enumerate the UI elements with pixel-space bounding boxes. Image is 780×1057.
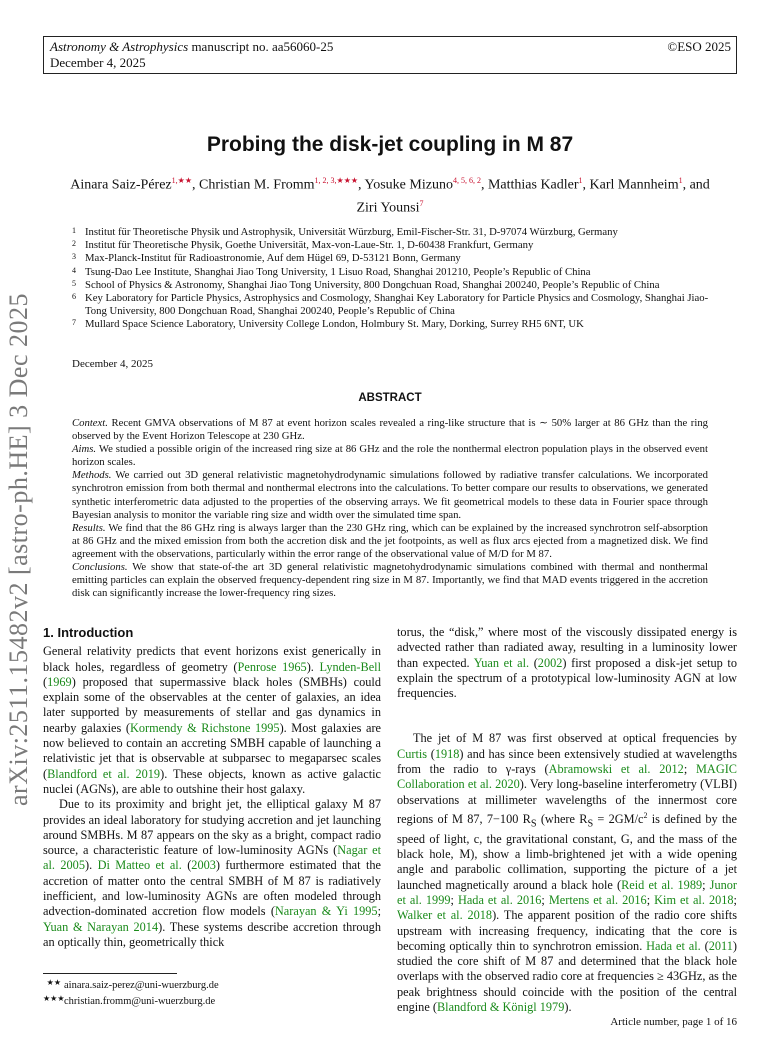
text-run: (where R xyxy=(536,812,588,827)
citation-link[interactable]: Reid et al. 1989 xyxy=(621,877,703,892)
abstract-results xyxy=(72,522,708,561)
affiliation-item xyxy=(72,279,722,292)
text-run: ). Very long-baseline interferometry (VLBI) observations at millimeter wavelengths of the innermost core regions of M 87, 7−100 R xyxy=(397,777,737,827)
author-name: Ziri Younsi xyxy=(356,200,420,216)
text-run: ). These systems describe accretion through an optically thin, geometrically thick xyxy=(43,919,381,949)
text-run: ). These objects, known as active galactic nuclei (AGNs), are able to outshine their host galaxy. xyxy=(43,766,382,796)
text-run: ) xyxy=(215,858,220,873)
intro-paragraph-2 xyxy=(43,797,381,950)
text-run: General relativity predicts that event horizons exist generically in black holes, regardless of geometry ( xyxy=(43,644,381,674)
author-affil-sup[interactable]: 1 xyxy=(578,176,583,185)
body-column-right xyxy=(397,625,737,1015)
text-run: studied the core shift of M 87 and determined that the black hole overlaps with the observed radio core at frequencies ≥ 43GHz, as the peak brightness should coincide with the position of the central engine ( xyxy=(397,954,737,1015)
abstract-text: Recent GMVA observations of M 87 at event horizon scales revealed a ring-like structure that is ∼ 50% larger at 86 GHz than the ring observed by the Event Horizon Telescope at 230 GHz. xyxy=(72,417,709,443)
author-name: Ainara Saiz-Pérez xyxy=(70,177,172,193)
author-affil-sup[interactable]: 1 xyxy=(678,176,683,185)
citation-link[interactable]: Di Matteo et al. xyxy=(97,858,182,873)
citation-link[interactable]: Hada et al. 2016 xyxy=(457,893,542,907)
affiliation-text: Institut für Theoretische Physik und Astrophysik, Universität Würzburg, Emil-Fischer-Str. 31, D-97074 Würzburg, Germany xyxy=(85,226,618,238)
affiliation-list xyxy=(72,226,722,332)
affiliation-item xyxy=(72,292,722,318)
superscript: 2 xyxy=(643,810,648,820)
text-run: ) xyxy=(71,674,76,689)
text-run: ) xyxy=(562,655,567,670)
footnote-email[interactable]: christian.fromm@uni-wuerzburg.de xyxy=(64,996,216,1007)
text-run: ). The apparent position of the radio core shifts upstream with increasing frequency, indicating that the core is becoming optically thin to synchrotron emission. xyxy=(397,908,737,953)
abstract-label: Aims. xyxy=(72,443,97,456)
citation-link[interactable]: Blandford et al. 2019 xyxy=(47,766,161,781)
abstract-label: Conclusions. xyxy=(72,561,128,574)
author-list: Ainara Saiz-Pérez$^{1,★★}$, Christian M. Fromm$^{1, 2, 3,★★★}$, Yosuke Mizuno$^{4, 5, 6, 2}$, Matthias Kadler$^1$, Karl Mannheim$^1$, and Ziri Younsi$^7$ xyxy=(70,176,710,216)
text-run: is defined by the speed of light, c, the gravitational constant, G, and the mass of the black hole, M), show a limb-brightened jet with a wide opening angle and parabolic collimation, supporting the picture of a jet launched magnetically around a black hole ( xyxy=(397,812,737,892)
text-run: ( xyxy=(529,655,538,670)
text-run: ) xyxy=(732,938,737,953)
author-affil-sup[interactable]: 1, 2, 3,★★★ xyxy=(314,176,359,185)
abstract-label: Context. xyxy=(72,417,108,429)
text-run: ( xyxy=(700,938,709,953)
text-run: furthermore estimated that the accretion of matter onto the central SMBH of M 87 is radiatively inefficient, and low-luminosity AGNs are often modeled through advection-dominated accretion flow models ( xyxy=(43,858,381,919)
text-run: ) xyxy=(459,746,464,761)
footnote-item xyxy=(43,976,219,992)
affiliation-text: Tsung-Dao Lee Institute, Shanghai Jiao Tong University, 1 Lisuo Road, Shanghai 201210, People’s Republic of China xyxy=(85,265,591,278)
text-run: proposed that supermassive black holes (SMBHs) could explain some of the observables at the center of galaxies, an idea later supported by measurements of stellar and gas dynamics in nearby galaxies ( xyxy=(43,674,381,735)
citation-link[interactable]: Blandford & Königl 1979 xyxy=(436,1000,565,1015)
citation-link[interactable]: MAGIC Collaboration et al. 2020 xyxy=(397,762,737,792)
citation-link[interactable]: Abramowski et al. 2012 xyxy=(548,762,684,777)
footnote-mark: ★★★ xyxy=(43,994,65,1003)
citation-link[interactable]: Curtis xyxy=(397,746,428,761)
affiliation-number: 4 xyxy=(72,265,76,275)
abstract-conclusions xyxy=(72,561,708,600)
text-run: first proposed a disk-jet setup to explain the spectrum of a prototypical low-luminosity AGN at low frequencies. xyxy=(397,655,737,701)
text-run: ; xyxy=(450,893,458,907)
affiliation-item xyxy=(72,226,722,239)
text-run: ( xyxy=(43,674,48,689)
abstract-context xyxy=(72,417,708,443)
author-affil-sup[interactable]: 7 xyxy=(419,198,424,208)
body-column-left xyxy=(43,625,381,950)
affiliation-number: 5 xyxy=(72,278,76,288)
text-run: torus, the “disk,” where most of the viscously dissipated energy is advected rather than radiated away, resulting in a luminosity lower than expected. xyxy=(397,625,737,670)
affiliation-text: School of Physics & Astronomy, Shanghai Jiao Tong University, 800 Dongchuan Road, Shanghai 200240, People’s Republic of China xyxy=(85,278,660,291)
footnote-email[interactable]: ainara.saiz-perez@uni-wuerzburg.de xyxy=(64,980,219,991)
affiliation-text: Mullard Space Science Laboratory, University College London, Holmbury St. Mary, Dorking, Surrey RH5 6NT, UK xyxy=(85,318,584,331)
author-name: Christian M. Fromm xyxy=(199,177,315,193)
author-affil-sup[interactable]: 1,★★ xyxy=(171,176,192,185)
affiliation-number: 3 xyxy=(72,252,76,262)
header-copyright: ©ESO 2025 xyxy=(667,39,731,54)
text-run: Due to its proximity and bright jet, the elliptical galaxy M 87 provides an ideal laboratory for studying accretion and jet launching around SMBHs. M 87 appears on the sky as a bright, compact radio source, a characteristic feature of low-luminosity AGNs ( xyxy=(43,797,381,858)
intro-paragraph-1 xyxy=(43,644,381,797)
citation-link[interactable]: Mertens et al. 2016 xyxy=(548,893,647,907)
text-run: The jet of M 87 was first observed at optical frequencies by xyxy=(413,731,737,746)
affiliation-number: 1 xyxy=(72,226,76,235)
subscript: S xyxy=(587,818,594,830)
citation-link[interactable]: 1918 xyxy=(434,746,460,761)
author-name: Matthias Kadler xyxy=(487,177,579,193)
footnote-rule xyxy=(43,973,177,974)
affiliation-text: Institut für Theoretische Physik, Goethe Universität, Max-von-Laue-Str. 1, D-60438 Frankfurt, Germany xyxy=(85,239,534,252)
citation-link[interactable]: Kim et al. 2018 xyxy=(654,893,734,907)
citation-link[interactable]: 2003 xyxy=(191,858,216,873)
affiliation-text: Key Laboratory for Particle Physics, Astrophysics and Cosmology, Shanghai Key Laboratory for Particle Physics and Cosmology, Shanghai Jiao-Tong University, 800 Dongchuan Road, Shanghai 200240, People’s Republic of China xyxy=(85,292,709,318)
header-date: December 4, 2025 xyxy=(50,55,146,70)
arxiv-stamp: arXiv:2511.15482v2 [astro-ph.HE] 3 Dec 2025 xyxy=(4,293,33,806)
citation-link[interactable]: Walker et al. 2018 xyxy=(397,908,493,923)
intro-paragraph-4 xyxy=(397,731,737,1015)
citation-link[interactable]: Nagar et al. 2005 xyxy=(43,843,381,873)
citation-link[interactable]: Hada et al. xyxy=(646,938,701,953)
citation-link[interactable]: 1969 xyxy=(47,674,72,689)
abstract-text: We show that state-of-the art 3D general relativistic magnetohydrodynamic simulations combined with thermal and nonthermal emitting particles can explain the observed frequency-dependent ring size in M 87. Importantly, we find that MAD events triggered in the accretion disk can significantly increase the lower-frequency ring sizes. xyxy=(72,561,709,600)
abstract-text: We find that the 86 GHz ring is always larger than the 230 GHz ring, which can be explained by the increased synchrotron self-absorption at 86 GHz and the mixed emission from both the accretion disk and the jet footpoints, as well as flux arcs ejected from a magnetized disk. We find agreement with the observations, particularly within the error range of the observational value of M/D for M 87. xyxy=(72,521,709,560)
text-run: ; xyxy=(646,893,655,907)
intro-paragraph-3 xyxy=(397,625,737,701)
abstract-methods xyxy=(72,469,708,521)
subscript: S xyxy=(530,818,537,830)
journal-name: Astronomy & Astrophysics xyxy=(50,39,189,54)
paper-title: Probing the disk-jet coupling in M 87 xyxy=(206,133,574,156)
footnote-item xyxy=(43,992,219,1008)
abstract-body xyxy=(72,417,708,600)
affiliation-number: 2 xyxy=(72,239,76,249)
citation-link[interactable]: Junor et al. 1999 xyxy=(397,877,737,907)
text-run: ; xyxy=(733,893,737,907)
abstract-aims xyxy=(72,443,708,469)
text-run: = 2GM/c xyxy=(593,812,644,827)
abstract-text: We studied a possible origin of the increased ring size at 86 GHz and the role the nonthermal electron population plays in the observed event horizon scales. xyxy=(72,443,708,469)
citation-link[interactable]: 2011 xyxy=(708,938,733,953)
citation-link[interactable]: 2002 xyxy=(537,655,563,670)
citation-link[interactable]: Yuan et al. xyxy=(473,655,530,670)
affiliation-item xyxy=(72,252,722,265)
text-run: ). Most galaxies are now believed to contain an accreting SMBH capable of launching a relativistic jet that is observable at subparsec to megaparsec scales ( xyxy=(43,720,382,781)
text-run: ( xyxy=(427,746,435,761)
text-run: ; xyxy=(683,762,696,777)
header-journal-line xyxy=(50,39,333,55)
text-run: ( xyxy=(181,858,192,873)
text-run: ; xyxy=(541,893,549,907)
abstract-label: Results. xyxy=(72,521,106,534)
received-date: December 4, 2025 xyxy=(72,358,153,370)
section-heading: 1. Introduction xyxy=(43,625,134,640)
abstract-text: We carried out 3D general relativistic magnetohydrodynamic simulations followed by radiative transfer calculations. We incorporated synchrotron emission from both thermal and nonthermal electrons into the calculations. To better compare our results to observations, we generated synthetic interferometric data adjusted to the properties of the observing arrays. We fit geometrical models to these data in Fourier space through Bayesian analysis to monitor the variable ring size and width over the simulated time span. xyxy=(72,469,709,521)
citation-link[interactable]: Yuan & Narayan 2014 xyxy=(43,919,159,934)
text-run: ; xyxy=(377,904,381,919)
abstract-heading: ABSTRACT xyxy=(358,392,422,404)
page-footer: Article number, page 1 of 16 xyxy=(610,1016,737,1028)
citation-link[interactable]: Lynden-Bell xyxy=(319,659,381,674)
citation-link[interactable]: Kormendy & Richstone 1995 xyxy=(129,720,280,735)
affiliation-number: 7 xyxy=(72,318,76,328)
footnote-mark: ★★ xyxy=(46,978,61,987)
text-run: ; xyxy=(702,877,710,892)
citation-link[interactable]: Narayan & Yi 1995 xyxy=(274,904,378,919)
author-conjunction: and xyxy=(689,177,710,193)
manuscript-number: manuscript no. aa56060-25 xyxy=(191,39,334,54)
paragraph-gap xyxy=(397,701,737,731)
footnotes xyxy=(43,976,219,1008)
affiliation-item xyxy=(72,239,722,252)
abstract-label: Methods. xyxy=(72,469,112,482)
text-run: and has since been extensively studied at wavelengths from the radio to γ-rays ( xyxy=(397,746,738,777)
author-affil-sup[interactable]: 4, 5, 6, 2 xyxy=(452,176,481,185)
affiliation-number: 6 xyxy=(72,292,76,302)
affiliation-item xyxy=(72,318,722,331)
affiliation-item xyxy=(72,266,722,279)
author-name: Karl Mannheim xyxy=(589,177,679,193)
citation-link[interactable]: Penrose 1965 xyxy=(237,659,307,674)
text-run: ). xyxy=(306,659,320,674)
affiliation-text: Max-Planck-Institut für Radioastronomie, Auf dem Hügel 69, D-53121 Bonn, Germany xyxy=(85,252,461,265)
author-name: Yosuke Mizuno xyxy=(364,177,453,193)
text-run: ). xyxy=(84,858,98,873)
text-run: ). xyxy=(564,1000,572,1015)
